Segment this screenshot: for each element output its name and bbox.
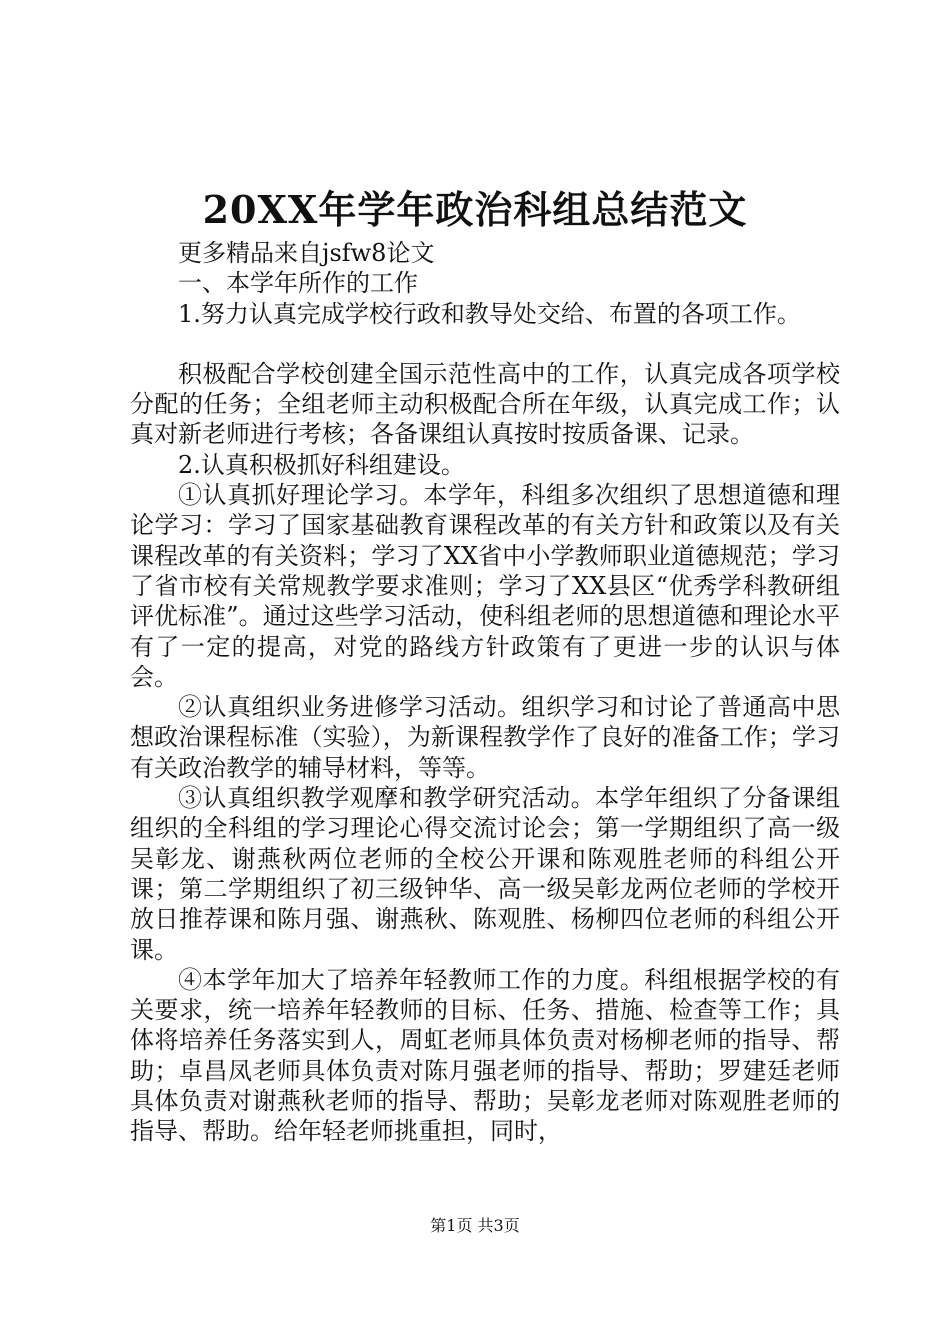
paragraph: ④本学年加大了培养年轻教师工作的力度。科组根据学校的有关要求，统一培养年轻教师的目标、任务、措施、检查等工作；具体将培养任务落实到人，周虹老师具体负责对杨柳老师的指导、帮助；卓昌凤老师具体负责对陈月强老师的指导、帮助；罗建廷老师具体负责对谢燕秋老师的指导、帮助；吴彰龙老师对陈观胜老师的指导、帮助。给年轻老师挑重担，同时， — [130, 965, 840, 1146]
paragraph: ①认真抓好理论学习。本学年，科组多次组织了思想道德和理论学习：学习了国家基础教育课程改革的有关方针和政策以及有关课程改革的有关资料；学习了XX省中小学教师职业道德规范；学习了省市校有关常规教学要求准则；学习了XX县区“优秀学科教研组评优标准”。通过这些学习活动，使科组老师的思想道德和理论水平有了一定的提高，对党的路线方针政策有了更进一步的认识与体会。 — [130, 481, 840, 691]
document-body — [130, 238, 840, 1147]
source-note: 更多精品来自jsfw8论文 — [178, 239, 435, 267]
paragraph: ③认真组织教学观摩和教学研究活动。本学年组织了分备课组组织的全科组的学习理论心得交流讨论会；第一学期组织了高一级吴彰龙、谢燕秋两位老师的全校公开课和陈观胜老师的科组公开课；第二学期组织了初三级钟华、高一级吴彰龙两位老师的学校开放日推荐课和陈月强、谢燕秋、陈观胜、杨柳四位老师的科组公开课。 — [130, 784, 840, 964]
paragraph-item-1: 1.努力认真完成学校行政和教导处交给、布置的各项工作。 — [178, 299, 801, 328]
page-footer: 第1页 共3页 — [430, 1216, 520, 1235]
paragraph-item-2: 2.认真积极抓好科组建设。 — [178, 450, 465, 479]
paragraph: ②认真组织业务进修学习活动。组织学习和讨论了普通高中思想政治课程标准（实验），为新课程教学作了良好的准备工作；学习有关政治教学的辅导材料，等等。 — [130, 693, 840, 782]
document-title: 20XX年学年政治科组总结范文 — [202, 187, 748, 232]
paragraph: 积极配合学校创建全国示范性高中的工作，认真完成各项学校分配的任务；全组老师主动积极配合所在年级，认真完成工作；认真对新老师进行考核；各备课组认真按时按质备课、记录。 — [130, 359, 840, 449]
section-heading: 一、本学年所作的工作 — [178, 269, 418, 298]
